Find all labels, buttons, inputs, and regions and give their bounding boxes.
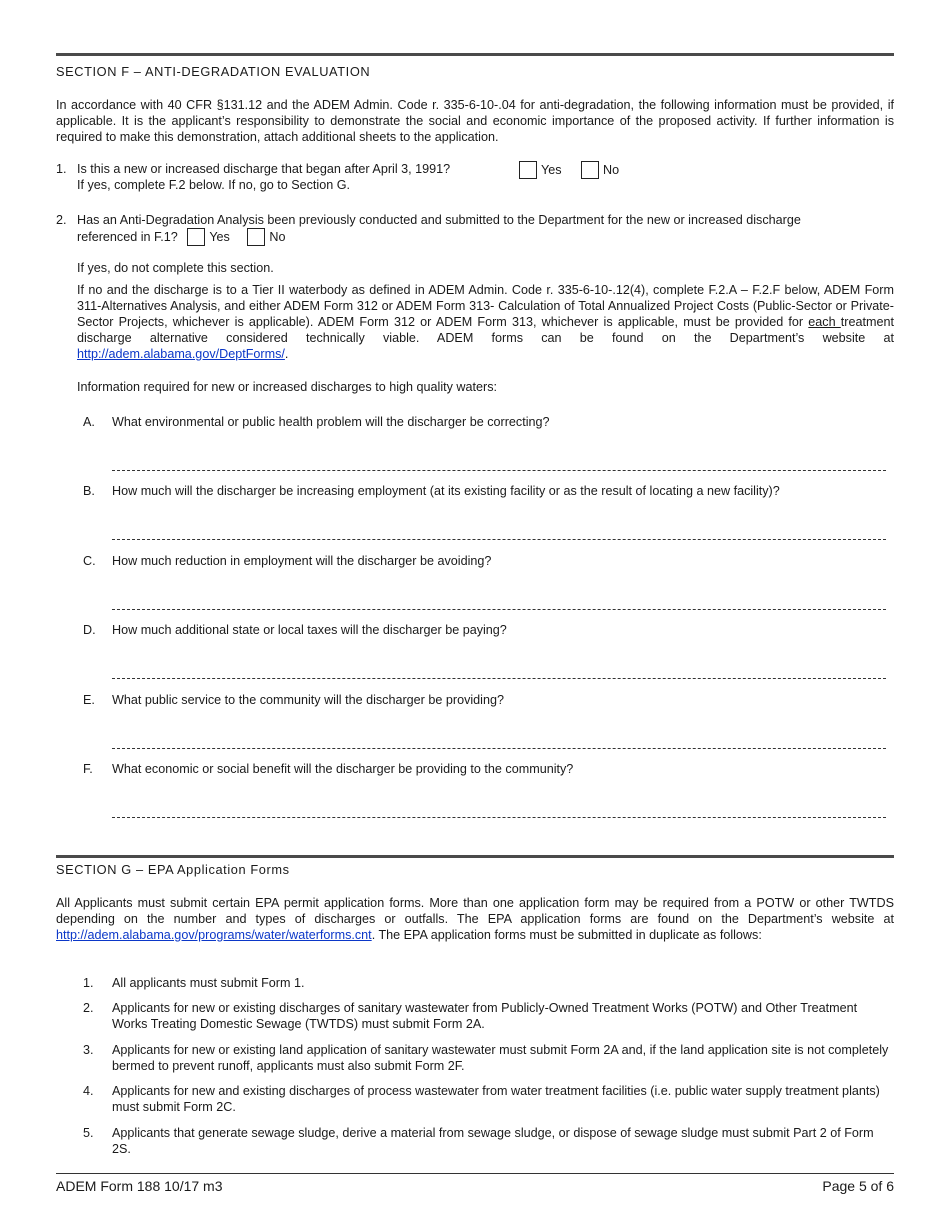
q2-text-line1: Has an Anti-Degradation Analysis been previously conducted and submitted to the Department for the new or increased discharge: [77, 213, 801, 227]
section-f-divider: [56, 53, 894, 56]
section-g-intro-end: . The EPA application forms must be submitted in duplicate as follows:: [371, 928, 762, 942]
subq-b-text: How much will the discharger be increasing employment (at its existing facility or as the result of locating a new facility)?: [112, 484, 780, 498]
subq-b-answer-line[interactable]: [112, 539, 886, 540]
subq-d-answer-line[interactable]: [112, 678, 886, 679]
footer-divider: [56, 1173, 894, 1174]
q1-note: If yes, complete F.2 below. If no, go to Section G.: [77, 178, 351, 192]
footer-form-id: ADEM Form 188 10/17 m3: [56, 1178, 223, 1194]
subq-f-answer-line[interactable]: [112, 817, 886, 818]
q1-no-label: No: [603, 163, 620, 177]
subq-d-text: How much additional state or local taxes will the discharger be paying?: [112, 623, 507, 637]
q2-if-yes: If yes, do not complete this section.: [77, 261, 274, 275]
q1-no-option[interactable]: [581, 161, 619, 179]
q1-yes-checkbox[interactable]: [519, 161, 537, 179]
g-item-5-text: Applicants that generate sewage sludge, derive a material from sewage sludge, or dispose of sewage sludge must submit Part 2 of Form 2S.: [112, 1126, 874, 1156]
g-item-5-number: 5.: [83, 1126, 94, 1140]
footer-page-number: Page 5 of 6: [822, 1178, 894, 1194]
q2-no-checkbox[interactable]: [247, 228, 265, 246]
q2-info-required: Information required for new or increased discharges to high quality waters:: [77, 380, 498, 394]
q1-text: Is this a new or increased discharge that began after April 3, 1991?: [77, 162, 451, 176]
q2-yes-label: Yes: [209, 230, 230, 244]
q2-number: 2.: [56, 213, 67, 227]
section-g-intro-text: All Applicants must submit certain EPA permit application forms. More than one application form may be required from a POTW or other TWTDS depending on the number and types of discharges or outfalls. The EPA application forms are found on the Department’s website at: [56, 896, 894, 926]
subq-a-text: What environmental or public health problem will the discharger be correcting?: [112, 415, 550, 429]
subq-e-text: What public service to the community will the discharger be providing?: [112, 693, 504, 707]
q2-yes-option[interactable]: [187, 230, 230, 244]
section-g-intro: [56, 895, 894, 943]
g-item-3-number: 3.: [83, 1043, 94, 1057]
subq-f-text: What economic or social benefit will the discharger be providing to the community?: [112, 762, 574, 776]
section-g-title: SECTION G – EPA Application Forms: [56, 862, 290, 877]
g-item-4-text: Applicants for new and existing discharges of process wastewater from water treatment facilities (i.e. public water supply treatment plants) must submit Form 2C.: [112, 1084, 880, 1114]
q2-tier-each: each: [808, 315, 841, 329]
section-g-divider: [56, 855, 894, 858]
q2-tier-text: If no and the discharge is to a Tier II waterbody as defined in ADEM Admin. Code r. 335-6-10-.12(4), complete F.2.A – F.2.F below, ADEM Form 311-Alternatives Analysis, and either ADEM Form 312 or ADEM Form 313- Calculation of Total Annualized Project Costs (Public-Sector or Private-Sector Projects, whichever is applicable). ADEM Form 312 or ADEM Form 313, whichever is applicable, must be provided for: [77, 283, 894, 329]
q2-tier-text-2: treatment discharge alternative considered technically viable. ADEM forms can be found on the Department’s website at: [77, 315, 894, 345]
q2-tier-paragraph: [77, 282, 894, 362]
q2-yes-checkbox[interactable]: [187, 228, 205, 246]
subq-b-letter: B.: [83, 484, 95, 498]
g-item-4-number: 4.: [83, 1084, 94, 1098]
subq-d-letter: D.: [83, 623, 96, 637]
subq-c-answer-line[interactable]: [112, 609, 886, 610]
dept-forms-link[interactable]: http://adem.alabama.gov/DeptForms/: [77, 347, 285, 361]
q2-tier-end: .: [284, 347, 289, 361]
section-f-intro: In accordance with 40 CFR §131.12 and the ADEM Admin. Code r. 335-6-10-.04 for anti-degradation, the following information must be provided, if applicable. It is the applicant’s responsibility to demonstrate the social and economic importance of the proposed activity. If further information is required to make this demonstration, attach additional sheets to the application.: [56, 98, 894, 144]
g-item-1-text: All applicants must submit Form 1.: [112, 976, 305, 990]
g-item-3-text: Applicants for new or existing land application of sanitary wastewater must submit Form 2A and, if the land application site is not completely bermed to prevent runoff, applicants must also submit Form 2F.: [112, 1043, 889, 1073]
subq-a-letter: A.: [83, 415, 95, 429]
subq-c-letter: C.: [83, 554, 96, 568]
q1-no-checkbox[interactable]: [581, 161, 599, 179]
g-item-2-text: Applicants for new or existing discharges of sanitary wastewater from Publicly-Owned Treatment Works (POTW) and Other Treatment Works Treating Domestic Sewage (TWTDS) must submit Form 2A.: [112, 1001, 858, 1031]
form-page: [56, 0, 894, 1230]
subq-f-letter: F.: [83, 762, 93, 776]
q2-text-ref: referenced in F.1?: [77, 230, 178, 244]
subq-e-answer-line[interactable]: [112, 748, 886, 749]
q2-text-line2: [77, 228, 285, 246]
subq-e-letter: E.: [83, 693, 95, 707]
epa-forms-link[interactable]: http://adem.alabama.gov/programs/water/waterforms.cnt: [56, 928, 372, 942]
subq-c-text: How much reduction in employment will the discharger be avoiding?: [112, 554, 492, 568]
q2-no-label: No: [269, 230, 286, 244]
q2-no-option[interactable]: [247, 230, 285, 244]
subq-a-answer-line[interactable]: [112, 470, 886, 471]
g-item-1-number: 1.: [83, 976, 94, 990]
q1-yes-option[interactable]: [519, 161, 562, 179]
q1-number: 1.: [56, 162, 67, 176]
section-f-title: SECTION F – ANTI-DEGRADATION EVALUATION: [56, 64, 371, 79]
q1-yes-label: Yes: [541, 163, 562, 177]
g-item-2-number: 2.: [83, 1001, 94, 1015]
